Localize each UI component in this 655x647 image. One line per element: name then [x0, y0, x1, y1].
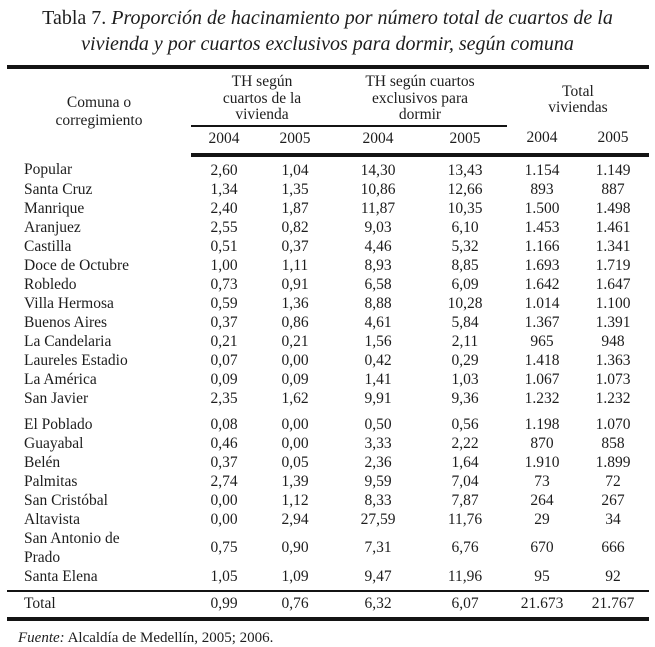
table-row — [7, 472, 649, 491]
value-cell: 0,08 — [210, 415, 238, 433]
total-value: 0,76 — [257, 591, 333, 619]
value-cell: 6,58 — [364, 275, 392, 293]
value-cell: 0,37 — [210, 313, 238, 331]
comuna-name: Popular — [24, 160, 73, 178]
column-group-th-cuartos-vivienda-label: TH según cuartos de la vivienda — [222, 73, 302, 123]
value-cell: 6,10 — [451, 218, 479, 236]
total-value: 6,32 — [333, 591, 423, 619]
year-header: 2005 — [423, 126, 507, 155]
year-header: 2005 — [577, 126, 649, 155]
value-cell: 893 — [530, 180, 554, 198]
value-cell: 11,96 — [447, 567, 483, 585]
year-header: 2004 — [507, 126, 577, 155]
value-cell: 0,29 — [451, 351, 479, 369]
source-note-label: Fuente: — [18, 629, 65, 646]
total-value: 6,07 — [423, 591, 507, 619]
comuna-cell — [7, 529, 191, 567]
value-cell: 1,34 — [210, 180, 238, 198]
comuna-name: San Cristóbal — [24, 491, 108, 509]
table-row — [7, 256, 649, 275]
comuna-cell — [7, 256, 191, 275]
comuna-cell — [7, 275, 191, 294]
value-cell: 7,04 — [451, 472, 479, 490]
value-cell: 0,90 — [281, 539, 309, 556]
comuna-name: Buenos Aires — [24, 313, 108, 331]
value-cell: 2,35 — [210, 389, 238, 407]
table-row — [7, 510, 649, 529]
value-cell: 0,21 — [281, 332, 309, 350]
value-cell: 5,84 — [451, 313, 479, 331]
value-cell: 8,33 — [364, 491, 392, 509]
value-cell: 0,50 — [364, 415, 392, 433]
comuna-name: Altavista — [24, 510, 80, 528]
value-cell: 0,00 — [281, 434, 309, 452]
table-row — [7, 332, 649, 351]
table-row — [7, 294, 649, 313]
table-row — [7, 155, 649, 180]
value-cell: 1.067 — [524, 370, 560, 388]
value-cell: 9,91 — [364, 389, 392, 407]
value-cell: 9,59 — [364, 472, 392, 490]
value-cell: 267 — [601, 491, 625, 509]
value-cell: 0,73 — [210, 275, 238, 293]
comuna-name: Guayabal — [24, 434, 84, 452]
column-group-th-cuartos-dormir-label: TH según cuartos exclusivos para dormir — [365, 73, 475, 123]
value-cell: 0,37 — [210, 453, 238, 471]
year-header: 2005 — [257, 126, 333, 155]
value-cell: 92 — [605, 567, 621, 585]
value-cell: 1.642 — [524, 275, 560, 293]
comuna-name: Santa Cruz — [24, 180, 93, 198]
value-cell: 10,86 — [360, 180, 396, 198]
value-cell: 1,56 — [364, 332, 392, 350]
table-row — [7, 408, 649, 434]
value-cell: 14,30 — [360, 161, 396, 179]
comuna-name: San Antonio de Prado — [24, 529, 120, 566]
value-cell: 1.070 — [595, 415, 631, 433]
value-cell: 95 — [534, 567, 550, 585]
value-cell: 0,09 — [281, 370, 309, 388]
value-cell: 948 — [601, 332, 625, 350]
value-cell: 11,87 — [360, 199, 396, 217]
value-cell: 0,59 — [210, 294, 238, 312]
value-cell: 1.341 — [595, 237, 631, 255]
comuna-name: Manrique — [24, 199, 85, 217]
value-cell: 10,28 — [447, 294, 483, 312]
value-cell: 27,59 — [360, 510, 396, 528]
comuna-cell — [7, 389, 191, 408]
value-cell: 0,05 — [281, 453, 309, 471]
value-cell: 0,86 — [281, 313, 309, 331]
value-cell: 1.149 — [595, 161, 631, 179]
column-group-total-viviendas — [507, 67, 649, 126]
value-cell: 9,36 — [451, 389, 479, 407]
value-cell: 4,46 — [364, 237, 392, 255]
value-cell: 1.899 — [595, 453, 631, 471]
value-cell: 1.693 — [524, 256, 560, 274]
value-cell: 1.453 — [524, 218, 560, 236]
table-row — [7, 529, 649, 567]
value-cell: 887 — [601, 180, 625, 198]
column-header-comuna — [7, 67, 191, 155]
comuna-cell — [7, 199, 191, 218]
value-cell: 2,55 — [210, 218, 238, 236]
comuna-cell — [7, 332, 191, 351]
value-cell: 0,56 — [451, 415, 479, 433]
value-cell: 1.232 — [595, 389, 631, 407]
value-cell: 858 — [601, 434, 625, 452]
total-value: 21.767 — [577, 591, 649, 619]
year-header: 2004 — [191, 126, 257, 155]
table-row — [7, 275, 649, 294]
value-cell: 1,00 — [210, 256, 238, 274]
header-group-row — [7, 67, 649, 126]
value-cell: 8,93 — [364, 256, 392, 274]
comuna-cell — [7, 237, 191, 256]
value-cell: 0,07 — [210, 351, 238, 369]
value-cell: 72 — [605, 472, 621, 490]
comuna-cell — [7, 218, 191, 237]
value-cell: 2,40 — [210, 199, 238, 217]
comuna-name: Laureles Estadio — [24, 351, 128, 369]
value-cell: 0,37 — [281, 237, 309, 255]
value-cell: 1.198 — [524, 415, 560, 433]
value-cell: 965 — [530, 332, 554, 350]
value-cell: 6,09 — [451, 275, 479, 293]
value-cell: 2,11 — [451, 332, 479, 350]
column-group-th-cuartos-vivienda — [191, 67, 333, 126]
value-cell: 1,09 — [281, 567, 309, 585]
value-cell: 1,03 — [451, 370, 479, 388]
comuna-cell — [7, 155, 191, 180]
comuna-name: San Javier — [24, 389, 89, 407]
comuna-name: Robledo — [24, 275, 77, 293]
value-cell: 1.166 — [524, 237, 560, 255]
source-note-text: Alcaldía de Medellín, 2005; 2006. — [67, 629, 274, 646]
comuna-name: Villa Hermosa — [24, 294, 114, 312]
value-cell: 670 — [530, 539, 554, 556]
value-cell: 0,00 — [281, 351, 309, 369]
value-cell: 5,32 — [451, 237, 479, 255]
value-cell: 870 — [530, 434, 554, 452]
table-row — [7, 491, 649, 510]
value-cell: 1.232 — [524, 389, 560, 407]
comuna-cell — [7, 510, 191, 529]
value-cell: 0,42 — [364, 351, 392, 369]
value-cell: 11,76 — [447, 510, 483, 528]
table-title — [23, 0, 633, 57]
value-cell: 7,87 — [451, 491, 479, 509]
comuna-cell — [7, 434, 191, 453]
table-row — [7, 218, 649, 237]
value-cell: 1.910 — [524, 453, 560, 471]
value-cell: 1,04 — [281, 161, 309, 179]
value-cell: 1,35 — [281, 180, 309, 198]
value-cell: 1.367 — [524, 313, 560, 331]
table-title-text: Proporción de hacinamiento por número total de cuartos de la vivienda y por cuartos exclusivos para dormir, según comuna — [81, 7, 613, 55]
value-cell: 0,09 — [210, 370, 238, 388]
table-row — [7, 180, 649, 199]
data-table — [7, 65, 649, 621]
comuna-cell — [7, 453, 191, 472]
value-cell: 29 — [534, 510, 550, 528]
comuna-name: El Poblado — [24, 415, 93, 433]
value-cell: 0,00 — [210, 510, 238, 528]
value-cell: 6,76 — [451, 539, 479, 556]
comuna-name: La América — [24, 370, 97, 388]
comuna-cell — [7, 313, 191, 332]
value-cell: 73 — [534, 472, 550, 490]
comuna-cell — [7, 567, 191, 591]
value-cell: 13,43 — [447, 161, 483, 179]
comuna-cell — [7, 351, 191, 370]
table-row — [7, 351, 649, 370]
table-title-label: Tabla 7. — [42, 7, 107, 29]
comuna-cell — [7, 408, 191, 434]
value-cell: 34 — [605, 510, 621, 528]
table-row — [7, 453, 649, 472]
value-cell: 12,66 — [447, 180, 483, 198]
comuna-name: Castilla — [24, 237, 72, 255]
table-row — [7, 567, 649, 591]
value-cell: 1.498 — [595, 199, 631, 217]
value-cell: 1.418 — [524, 351, 560, 369]
value-cell: 1.363 — [595, 351, 631, 369]
value-cell: 1,05 — [210, 567, 238, 585]
column-header-comuna-label: Comuna o corregimiento — [55, 93, 143, 129]
comuna-name: Aranjuez — [24, 218, 81, 236]
value-cell: 1.391 — [595, 313, 631, 331]
total-row — [7, 591, 649, 619]
value-cell: 10,35 — [447, 199, 483, 217]
source-note — [18, 630, 655, 647]
value-cell: 2,94 — [281, 510, 309, 528]
comuna-name: Doce de Octubre — [24, 256, 130, 274]
value-cell: 1,12 — [281, 491, 309, 509]
value-cell: 9,03 — [364, 218, 392, 236]
value-cell: 1.647 — [595, 275, 631, 293]
value-cell: 0,46 — [210, 434, 238, 452]
value-cell: 0,21 — [210, 332, 238, 350]
value-cell: 0,00 — [210, 491, 238, 509]
table-row — [7, 199, 649, 218]
value-cell: 1.719 — [595, 256, 631, 274]
table-row — [7, 434, 649, 453]
value-cell: 2,74 — [210, 472, 238, 490]
value-cell: 9,47 — [364, 567, 392, 585]
value-cell: 1,36 — [281, 294, 309, 312]
year-header: 2004 — [333, 126, 423, 155]
value-cell: 8,85 — [451, 256, 479, 274]
total-value: 21.673 — [507, 591, 577, 619]
value-cell: 0,00 — [281, 415, 309, 433]
value-cell: 1,39 — [281, 472, 309, 490]
table-row — [7, 370, 649, 389]
value-cell: 264 — [530, 491, 554, 509]
value-cell: 1.154 — [524, 161, 560, 179]
value-cell: 7,31 — [364, 539, 392, 556]
value-cell: 3,33 — [364, 434, 392, 452]
value-cell: 1,87 — [281, 199, 309, 217]
table-row — [7, 313, 649, 332]
total-label: Total — [7, 591, 191, 619]
value-cell: 2,36 — [364, 453, 392, 471]
value-cell: 2,60 — [210, 161, 238, 179]
comuna-cell — [7, 491, 191, 510]
value-cell: 1.461 — [595, 218, 631, 236]
comuna-name: Santa Elena — [24, 567, 98, 585]
comuna-cell — [7, 294, 191, 313]
total-value: 0,99 — [191, 591, 257, 619]
value-cell: 0,51 — [210, 237, 238, 255]
value-cell: 8,88 — [364, 294, 392, 312]
comuna-name: Palmitas — [24, 472, 78, 490]
comuna-name: La Candelaria — [24, 332, 112, 350]
value-cell: 2,22 — [451, 434, 479, 452]
value-cell: 1.100 — [595, 294, 631, 312]
value-cell: 4,61 — [364, 313, 392, 331]
comuna-cell — [7, 472, 191, 491]
table-row — [7, 389, 649, 408]
value-cell: 0,75 — [210, 539, 238, 556]
column-group-total-viviendas-label: Total viviendas — [548, 82, 608, 116]
comuna-cell — [7, 180, 191, 199]
value-cell: 1,11 — [281, 256, 309, 274]
value-cell: 0,82 — [281, 218, 309, 236]
value-cell: 666 — [601, 539, 625, 556]
value-cell: 0,91 — [281, 275, 309, 293]
comuna-name: Belén — [24, 453, 61, 471]
value-cell: 1,64 — [451, 453, 479, 471]
value-cell: 1.014 — [524, 294, 560, 312]
value-cell: 1,41 — [364, 370, 392, 388]
column-group-th-cuartos-dormir — [333, 67, 507, 126]
table-row — [7, 237, 649, 256]
value-cell: 1.073 — [595, 370, 631, 388]
value-cell: 1.500 — [524, 199, 560, 217]
comuna-cell — [7, 370, 191, 389]
value-cell: 1,62 — [281, 389, 309, 407]
